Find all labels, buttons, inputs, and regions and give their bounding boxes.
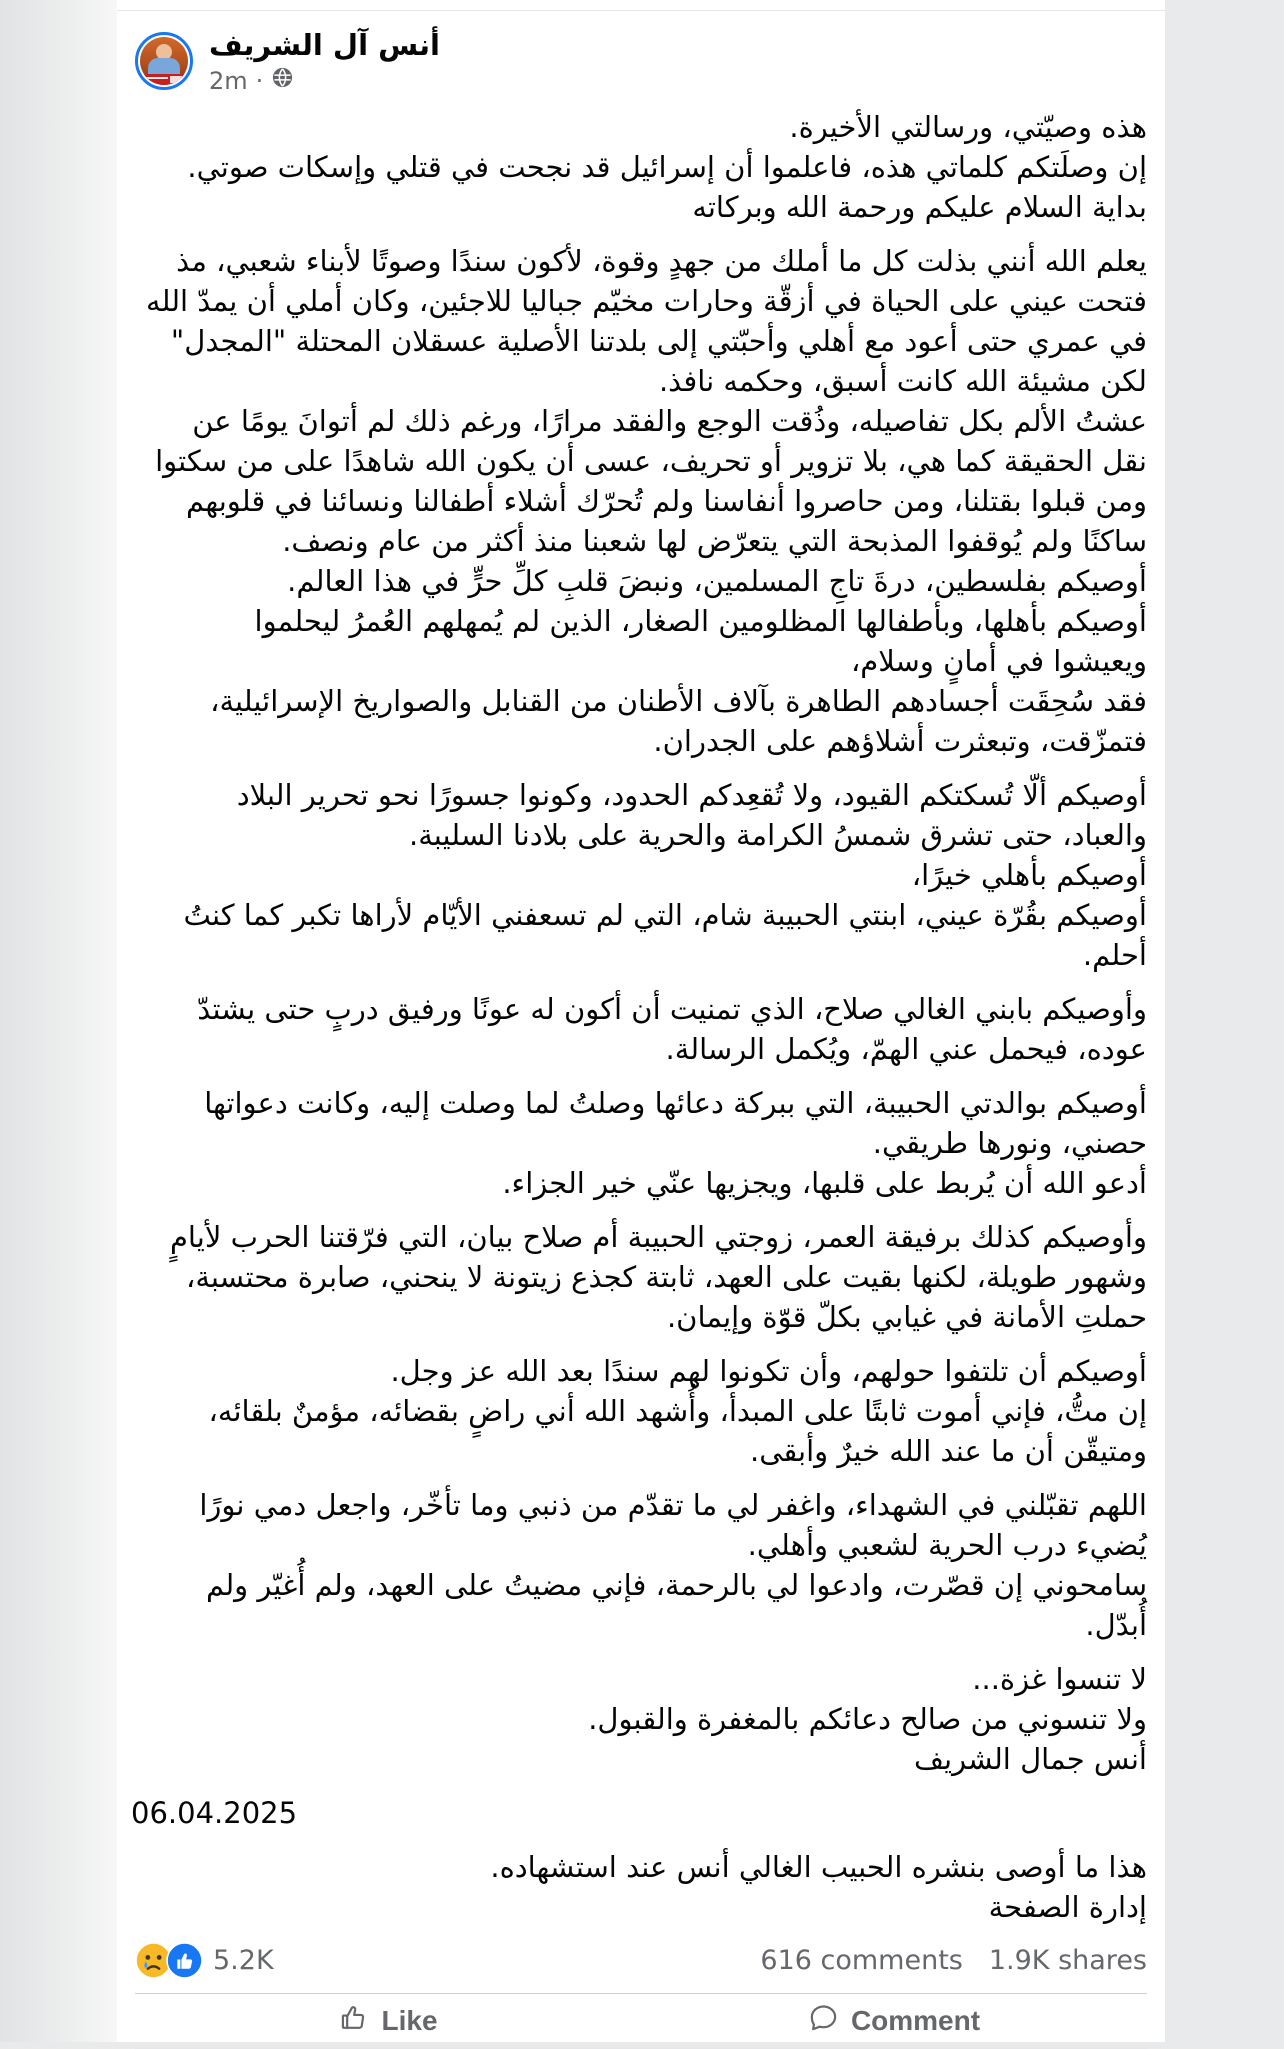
post-text-line: وشهور طويلة، لكنها بقيت على العهد، ثابتة كجذع زيتونة لا ينحني، صابرة محتسبة، <box>186 1260 1147 1294</box>
post-text-line: وأوصيكم بابني الغالي صلاح، الذي تمنيت أن أكون له عونًا ورفيق دربٍ حتى يشتدّ <box>197 992 1147 1026</box>
post-text-block <box>131 1659 1147 1779</box>
post-text-line: حصني، ونورها طريقي. <box>872 1126 1147 1160</box>
timestamp[interactable]: 2m <box>209 66 248 95</box>
post-text-block <box>131 989 1147 1069</box>
post-text-block <box>131 1847 1147 1927</box>
post-body <box>117 95 1165 1927</box>
like-thumb-icon <box>338 2002 369 2040</box>
post-text-line: ويعيشوا في أمانٍ وسلام، <box>850 644 1147 678</box>
post-text-line: أوصيكم أن تلتفوا حولهم، وأن تكونوا لهم سندًا بعد الله عز وجل. <box>390 1354 1147 1388</box>
post-text-line: فقد سُحِقَت أجسادهم الطاهرة بآلاف الأطنان من القنابل والصواريخ الإسرائيلية، <box>210 684 1147 718</box>
post-text-line: وأوصيكم كذلك برفيقة العمر، زوجتي الحبيبة أم صلاح بيان، التي فرّقتنا الحرب لأيامٍ <box>169 1220 1147 1254</box>
post-text-line: أوصيكم ألّا تُسكتكم القيود، ولا تُقعِدكم الحدود، وكونوا جسورًا نحو تحرير البلاد <box>236 778 1147 812</box>
page-right-gutter <box>1165 0 1284 2042</box>
post-text-line: هذا ما أوصى بنشره الحبيب الغالي أنس عند استشهاده. <box>490 1850 1147 1884</box>
reaction-count[interactable]: 5.2K <box>213 1944 274 1976</box>
post-text-line: 06.04.2025 <box>131 1796 298 1830</box>
post-text-line: لا تنسوا غزة... <box>972 1662 1147 1696</box>
shares-count[interactable]: 1.9K shares <box>988 1944 1147 1976</box>
post-text-line: ساكنًا ولم يُوقفوا المذبحة التي يتعرّض لها شعبنا منذ أكثر من عام ونصف. <box>282 524 1147 558</box>
post-text-line: اللهم تقبّلني في الشهداء، واغفر لي ما تقدّم من ذنبي وما تأخّر، واجعل دمي نورًا <box>199 1488 1147 1522</box>
post-text-line: والعباد، حتى تشرق شمسُ الكرامة والحرية على بلادنا السليبة. <box>408 818 1147 852</box>
post-text-line: حملتِ الأمانة في غيابي بكلّ قوّة وإيمان. <box>666 1300 1147 1334</box>
post-text-line: نقل الحقيقة كما هي، بلا تزوير أو تحريف، عسى أن يكون الله شاهدًا على من سكتوا <box>155 444 1147 478</box>
post-text-line: إن وصلَتكم كلماتي هذه، فاعلموا أن إسرائيل قد نجحت في قتلي وإسكات صوتي. <box>187 150 1147 184</box>
post-text-block <box>131 1351 1147 1471</box>
meta-separator: · <box>255 66 264 95</box>
post-text-line: أحلم. <box>1082 938 1147 972</box>
post-text-block <box>131 1485 1147 1645</box>
comments-count[interactable]: 616 comments <box>760 1944 963 1976</box>
post-card <box>117 0 1165 2042</box>
post-text-line: سامحوني إن قصّرت، وادعوا لي بالرحمة، فإني مضيتُ على العهد، ولم أُغيّر ولم <box>206 1568 1147 1602</box>
post-header <box>117 11 1165 95</box>
post-text-line: ومتيقّن أن ما عند الله خيرٌ وأبقى. <box>749 1434 1147 1468</box>
post-text-line: إدارة الصفحة <box>988 1890 1147 1924</box>
avatar-image <box>140 37 188 85</box>
comment-bubble-icon <box>808 2002 839 2040</box>
post-text-line: بداية السلام عليكم ورحمة الله وبركاته <box>692 190 1147 224</box>
avatar-banner <box>140 74 188 85</box>
post-text-line: أوصيكم بأهلي خيرًا، <box>911 858 1147 892</box>
post-text-line: أُبدّل. <box>1085 1608 1147 1642</box>
post-text-line: عشتُ الألم بكل تفاصيله، وذُقت الوجع والفقد مرارًا، ورغم ذلك لم أتوانَ يومًا عن <box>192 404 1147 438</box>
post-text-line: يعلم الله أنني بذلت كل ما أملك من جهدٍ وقوة، لأكون سندًا وصوتًا لأبناء شعبي، مذ <box>176 244 1147 278</box>
post-text-line: هذه وصيّتي، ورسالتي الأخيرة. <box>789 110 1147 144</box>
post-text-line: أدعو الله أن يُربط على قلبها، ويجزيها عنّي خير الجزاء. <box>502 1166 1147 1200</box>
post-text-line: أوصيكم بأهلها، وبأطفالها المظلومين الصغار، الذين لم يُمهلهم العُمرُ ليحلموا <box>254 604 1147 638</box>
engagement-stats <box>117 1937 1165 1983</box>
avatar[interactable] <box>135 32 193 90</box>
page-left-gutter <box>0 0 117 2042</box>
post-text-line: أوصيكم بفلسطين، درةَ تاجِ المسلمين، ونبضَ قلبِ كلِّ حرٍّ في هذا العالم. <box>287 564 1147 598</box>
post-text-line: يُضيء درب الحرية لشعبي وأهلي. <box>747 1528 1147 1562</box>
post-text-line: أوصيكم بوالدتي الحبيبة، التي ببركة دعائها وصلتُ لما وصلت إليه، وكانت دعواتها <box>204 1086 1147 1120</box>
post-meta <box>209 66 440 95</box>
post-text-line: أوصيكم بقُرّة عيني، ابنتي الحبيبة شام، التي لم تسعفني الأيّام لأراها تكبر كما كنتُ <box>183 898 1147 932</box>
post-text-line: لكن مشيئة الله كانت أسبق، وحكمه نافذ. <box>658 364 1147 398</box>
post-text-line: ومن قبلوا بقتلنا، ومن حاصروا أنفاسنا ولم تُحرّك أشلاء أطفالنا ونسائنا في قلوبهم <box>186 484 1147 518</box>
post-text-line: ولا تنسوني من صالح دعائكم بالمغفرة والقبول. <box>588 1702 1147 1736</box>
post-text-block <box>131 1793 1147 1833</box>
post-text-line: فتحت عيني على الحياة في أزقّة وحارات مخيّم جباليا للاجئين، وكان أملي أن يمدّ الله <box>146 284 1147 318</box>
globe-icon <box>271 66 294 95</box>
like-reaction-icon <box>166 1942 203 1979</box>
reaction-icons <box>135 1942 203 1979</box>
post-text-block <box>131 241 1147 761</box>
action-bar <box>135 1994 1147 2048</box>
post-text-line: فتمزّقت، وتبعثرت أشلاؤهم على الجدران. <box>653 724 1147 758</box>
like-button[interactable] <box>135 1994 641 2048</box>
header-texts <box>209 27 440 95</box>
post-text-block <box>131 107 1147 227</box>
post-text-line: في عمري حتى أعود مع أهلي وأحبّتي إلى بلدتنا الأصلية عسقلان المحتلة "المجدل" <box>170 324 1147 358</box>
comment-button-label: Comment <box>850 2005 981 2036</box>
author-name[interactable]: أنس آل الشريف <box>209 28 440 62</box>
like-button-label: Like <box>381 2005 438 2036</box>
post-text-line: عوده، فيحمل عني الهمّ، ويُكمل الرسالة. <box>665 1032 1147 1066</box>
comments-shares <box>760 1945 1147 1976</box>
post-text-block <box>131 1217 1147 1337</box>
reactions-summary[interactable] <box>135 1942 274 1979</box>
post-text-block <box>131 775 1147 975</box>
post-text-line: أنس جمال الشريف <box>914 1742 1147 1776</box>
post-text-block <box>131 1083 1147 1203</box>
comment-button[interactable] <box>641 1994 1147 2048</box>
post-text-line: إن متُّ، فإني أموت ثابتًا على المبدأ، وأُشهد الله أني راضٍ بقضائه، مؤمنٌ بلقائه، <box>208 1394 1147 1428</box>
